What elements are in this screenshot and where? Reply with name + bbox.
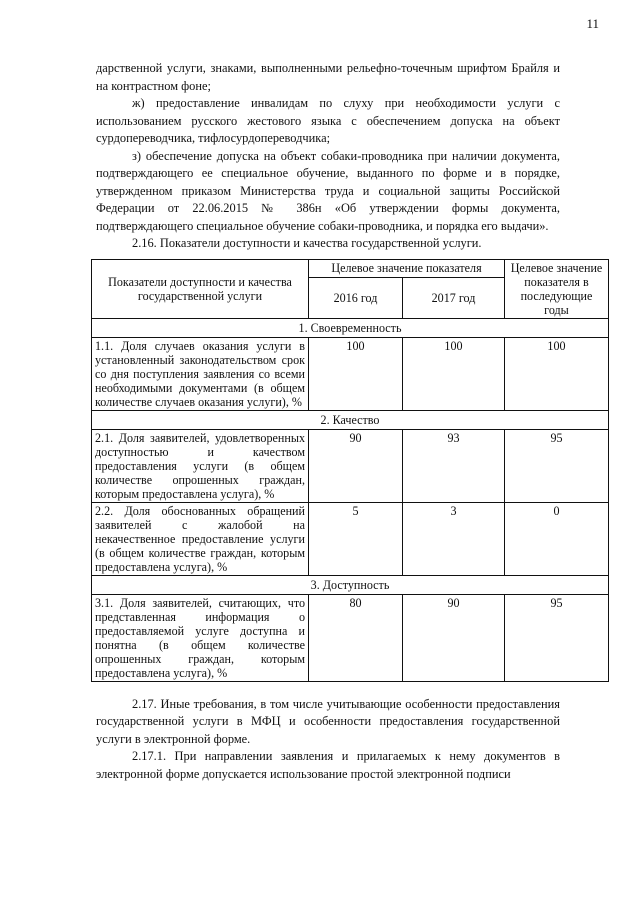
header-target: Целевое значение показателя: [309, 259, 505, 277]
value-later: 95: [505, 429, 609, 502]
indicator-cell: 3.1. Доля заявителей, считающих, что представленная информация о предоставляемой услуге доступна и понятна (в общем количестве опрошенных граждан, которым предоставлена услуга), %: [92, 594, 309, 681]
value-2016: 80: [309, 594, 403, 681]
value-2017: 90: [403, 594, 505, 681]
table-row: [92, 502, 609, 575]
header-indicator: Показатели доступности и качества государственной услуги: [92, 259, 309, 318]
table-row: [92, 337, 609, 410]
value-2016: 100: [309, 337, 403, 410]
value-later: 0: [505, 502, 609, 575]
section-title: 1. Своевременность: [92, 318, 609, 337]
value-2017: 100: [403, 337, 505, 410]
paragraph: ж) предоставление инвалидам по слуху при необходимости услуги с использованием русского жестового языка с обеспечением допуска на объект сурдопереводчика, тифлосурдопереводчика;: [96, 96, 560, 145]
indicators-table: [91, 259, 609, 682]
header-later-years: Целевое значение показателя в последующие годы: [505, 259, 609, 318]
table-row: [92, 594, 609, 681]
value-2016: 90: [309, 429, 403, 502]
value-later: 95: [505, 594, 609, 681]
indicator-cell: 2.1. Доля заявителей, удовлетворенных доступностью и качеством предоставления услуги (в общем количестве опрошенных граждан, которым предоставлена услуга), %: [92, 429, 309, 502]
document-body: [95, 60, 603, 783]
page-number: 11: [586, 16, 599, 31]
value-later: 100: [505, 337, 609, 410]
indicator-cell: 1.1. Доля случаев оказания услуги в установленный законодательством срок со дня поступления заявления со всеми необходимыми документами (в общем количестве случаев оказания услуги), %: [92, 337, 309, 410]
paragraph: 2.17.1. При направлении заявления и прилагаемых к нему документов в электронной форме допускается использование простой электронной подписи: [96, 749, 560, 781]
header-year-2016: 2016 год: [309, 277, 403, 318]
value-2016: 5: [309, 502, 403, 575]
section-title: 2. Качество: [92, 410, 609, 429]
header-year-2017: 2017 год: [403, 277, 505, 318]
section-heading: 2.16. Показатели доступности и качества государственной услуги.: [132, 236, 482, 250]
value-2017: 3: [403, 502, 505, 575]
paragraph: 2.17. Иные требования, в том числе учитывающие особенности предоставления государственной услуги в МФЦ и особенности предоставления государственной услуги в электронной форме.: [96, 696, 560, 746]
table-row: [92, 429, 609, 502]
paragraph: з) обеспечение допуска на объект собаки-проводника при наличии документа, подтверждающего ее специальное обучение, выданного по форме и в порядке, утвержденном приказом Министерства труда и социальной защиты Российской Федерации от 22.06.2015 № 386н «Об утверждении формы документа, подтверждающего специальное обучение собаки-проводника, и порядка его выдачи».: [96, 148, 560, 233]
paragraph: дарственной услуги, знаками, выполненными рельефно-точечным шрифтом Брайля и на контрастном фоне;: [96, 61, 560, 93]
value-2017: 93: [403, 429, 505, 502]
section-title: 3. Доступность: [92, 575, 609, 594]
indicator-cell: 2.2. Доля обоснованных обращений заявителей с жалобой на некачественное предоставление услуги (в общем количестве граждан, которым предоставлена услуга), %: [92, 502, 309, 575]
